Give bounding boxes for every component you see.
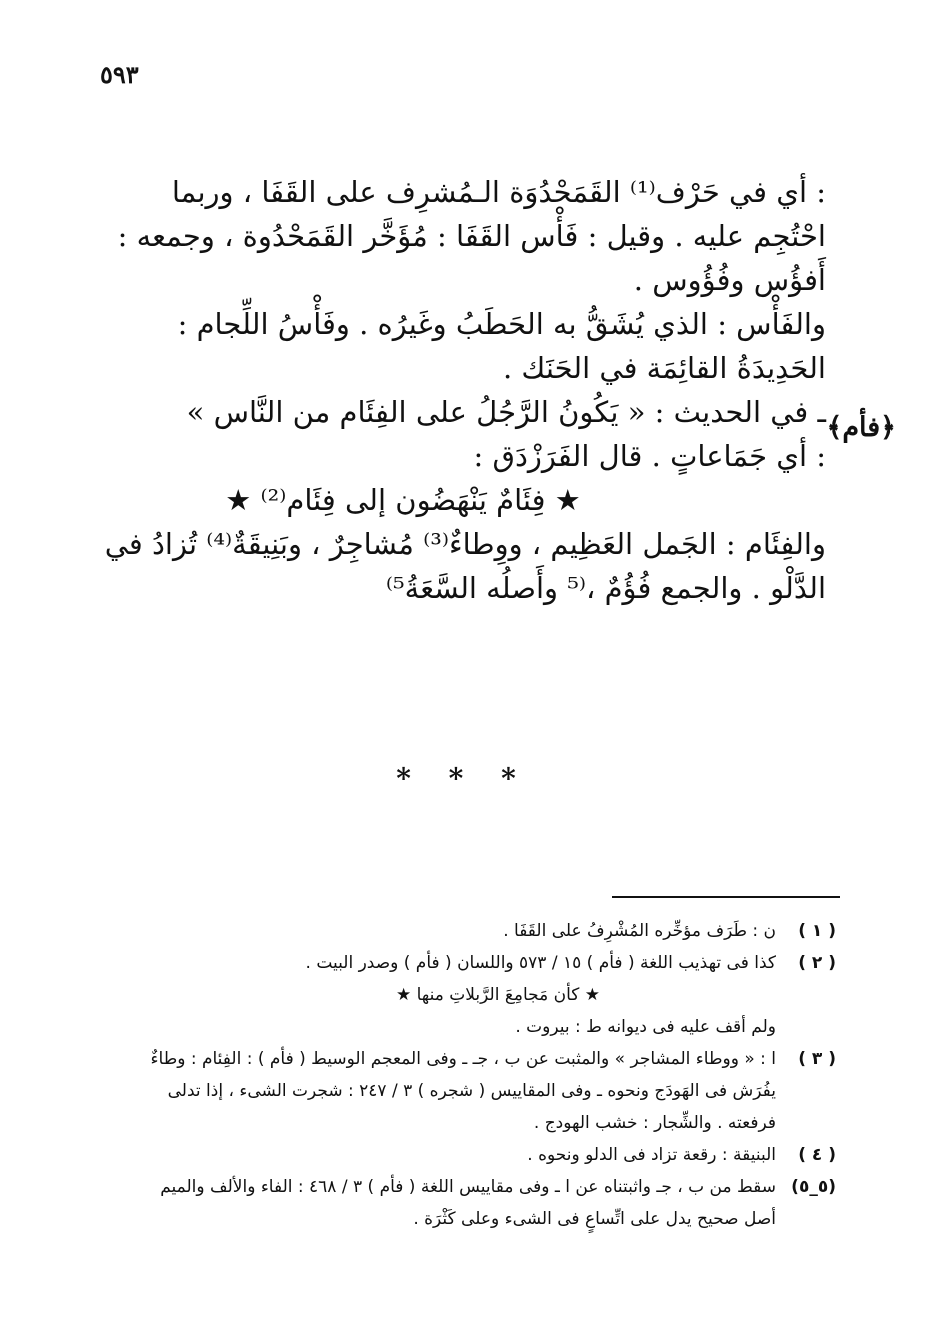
main-line: : أي في حَرْف⁽¹⁾ القَمَحْدُوَة الـمُشرِف على القَفَا ، وربما	[171, 175, 826, 209]
footnote-verse: ★ كأن مَجامِعَ الرَّبلاتِ منها ★	[395, 985, 601, 1005]
main-line: : أي جَمَاعاتٍ . قال الفَرَزْدَق :	[473, 439, 826, 473]
footnote	[80, 1139, 836, 1171]
page-number: ٥٩٣	[100, 60, 139, 89]
footnote-line: يفُرَش فى الهَودَج ونحوه ـ وفى المقاييس ( شجره ) ٣ / ٢٤٧ : شجرت الشىء ، إذا تدلى	[167, 1081, 776, 1101]
main-line: والفَأْس : الذي يُشَقُّ به الحَطَبُ وغَيرُه . وفَأْسُ اللِّجام :	[177, 307, 826, 341]
footnote	[80, 1043, 836, 1139]
footnote-number: ( ٤ )	[798, 1145, 836, 1165]
footnote	[80, 1171, 836, 1235]
footnote-line: البنيقة : رقعة تزاد فى الدلو ونحوه .	[527, 1145, 776, 1165]
main-line: احْتُجِم عليه . وقيل : فَأْس القَفَا : مُؤَخَّر القَمَحْدُوة ، وجمعه :	[117, 219, 826, 253]
main-line: الدَّلْو . والجمع فُؤُمٌ ،⁽⁵ وأَصلُه السَّعَةُ⁵⁾	[385, 571, 826, 605]
footnote-line: ا : « ووطاء المشاجر » والمثبت عن ب ، جـ ـ وفى المعجم الوسيط ( فأم ) : الفِئام : وطاءٌ	[150, 1049, 776, 1069]
footnote	[80, 915, 836, 947]
main-text	[90, 170, 826, 610]
main-line: أَفؤُس وفُؤُوس .	[633, 263, 826, 297]
footnote-line: فرفعته . والشِّجار : خشب الهودج .	[533, 1113, 776, 1133]
footnote	[80, 947, 836, 1043]
footnote-line: كذا فى تهذيب اللغة ( فأم ) ١٥ / ٥٧٣ واللسان ( فأم ) وصدر البيت .	[305, 953, 776, 973]
footnote-line: سقط من ب ، جـ واثبتناه عن ا ـ وفى مقاييس اللغة ( فأم ) ٣ / ٤٦٨ : الفاء والألف والميم	[160, 1177, 776, 1197]
main-line: الحَدِيدَةُ القائِمَة في الحَنَك .	[502, 351, 826, 385]
footnotes	[80, 915, 836, 1235]
entry-keyword: ﴿فأم﴾	[826, 412, 896, 443]
footnote-number: ( ٢ )	[798, 953, 836, 973]
footnote-number: (٥_٥)	[791, 1177, 836, 1197]
footnote-line: ن : طَرَف مؤخِّره المُشْرِفُ على القَفَا .	[503, 921, 776, 941]
footnote-line: أصل صحيح يدل على اتِّساعٍ فى الشىء وعلى كَثْرَة .	[413, 1209, 776, 1229]
main-line: ـ في الحديث : « يَكُونُ الرَّجُلُ على الفِئَام من النَّاس »	[186, 395, 826, 429]
footnote-number: ( ١ )	[798, 921, 836, 941]
footnote-number: ( ٣ )	[798, 1049, 836, 1069]
footnote-separator	[612, 896, 840, 898]
main-line: والفِئَام : الجَمل العَظِيم ، ووِطاءٌ⁽³⁾ مُشاجِرٌ ، وبَنِيقَةٌ⁽⁴⁾ تُزادُ في	[104, 527, 826, 561]
footnote-line: ولم أقف عليه فى ديوانه ط : بيروت .	[515, 1017, 776, 1037]
poem-verse: ★ فِئَامٌ يَنْهَضُون إلى فِئَام⁽²⁾ ★	[225, 483, 581, 517]
section-divider: * * *	[396, 762, 530, 795]
